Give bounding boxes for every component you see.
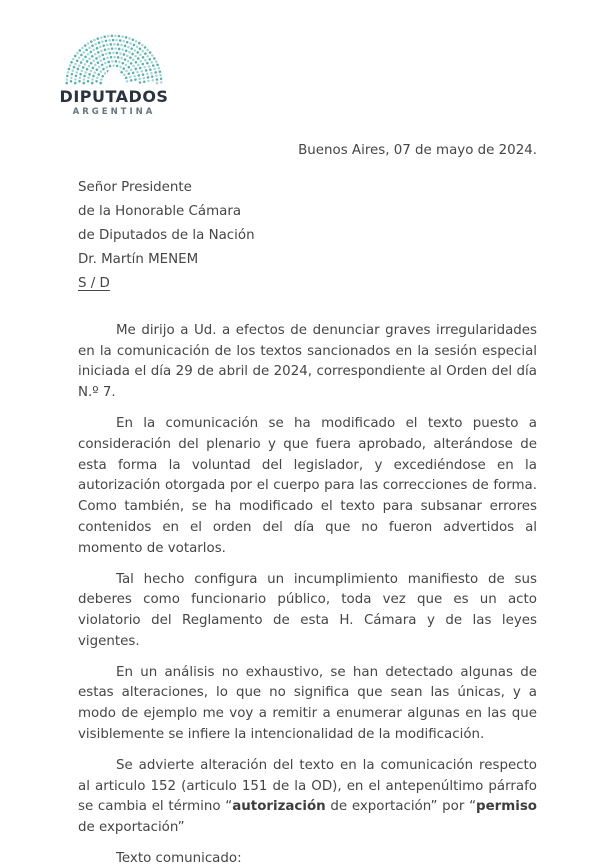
paragraph-2: En la comunicación se ha modificado el texto puesto a consideración del plenario y que fuera aprobado, alterándose de esta forma la voluntad del legislador, y excediéndose en la autorización otorgada por el cuerpo para las correcciones de forma. Como también, se ha modificado el texto para subsanar errores contenidos en el orden del día que no fueron advertidos al momento de votarlos. (78, 415, 537, 556)
paragraph-3: Tal hecho configura un incumplimiento manifiesto de sus deberes como funcionario público, toda vez que es un acto violatorio del Reglamento de esta H. Cámara y de las leyes vigentes. (78, 571, 537, 649)
diputados-hemicycle-logo-icon (62, 30, 166, 87)
salutation: S / D (78, 275, 110, 291)
date-line: Buenos Aires, 07 de mayo de 2024. (298, 142, 537, 158)
p5-text-pre: Se advierte alteración del texto en la comunicación respecto al articulo 152 (articulo 151 de la OD), en el antepenúltimo párrafo se cambia el término “ (78, 757, 537, 815)
recipient-line-2: de la Honorable Cámara (78, 203, 242, 219)
recipient-line-1: Señor Presidente (78, 179, 192, 195)
logo-subtitle: ARGENTINA (72, 106, 156, 117)
logo-title: DIPUTADOS (59, 87, 169, 106)
letter-body (0, 141, 610, 867)
paragraph-4: En un análisis no exhaustivo, se han detectado algunas de estas alteraciones, lo que no significa que sean las únicas, y a modo de ejemplo me voy a remitir a enumerar algunas en las que visiblemente se infiere la intencionalidad de la modificación. (78, 664, 537, 743)
recipient-line-3: de Diputados de la Nación (78, 227, 255, 243)
p5-text-post: de exportación” (78, 820, 185, 836)
letterhead (58, 30, 170, 117)
recipient-block (78, 176, 537, 296)
p5-bold-autorizacion: autorización (232, 799, 326, 815)
p5-text-mid: de exportación” por “ (325, 799, 477, 815)
paragraph-6: Texto comunicado: (116, 851, 242, 867)
p5-bold-permiso: permiso (476, 799, 537, 815)
paragraph-5 (78, 756, 537, 839)
logo-arch-opening (108, 67, 120, 85)
recipient-line-4: Dr. Martín MENEM (78, 251, 199, 267)
paragraph-1: Me dirijo a Ud. a efectos de denunciar graves irregularidades en la comunicación de los textos sancionados en la sesión especial iniciada el día 29 de abril de 2024, correspondiente al Orden del día N.º 7. (78, 322, 537, 401)
